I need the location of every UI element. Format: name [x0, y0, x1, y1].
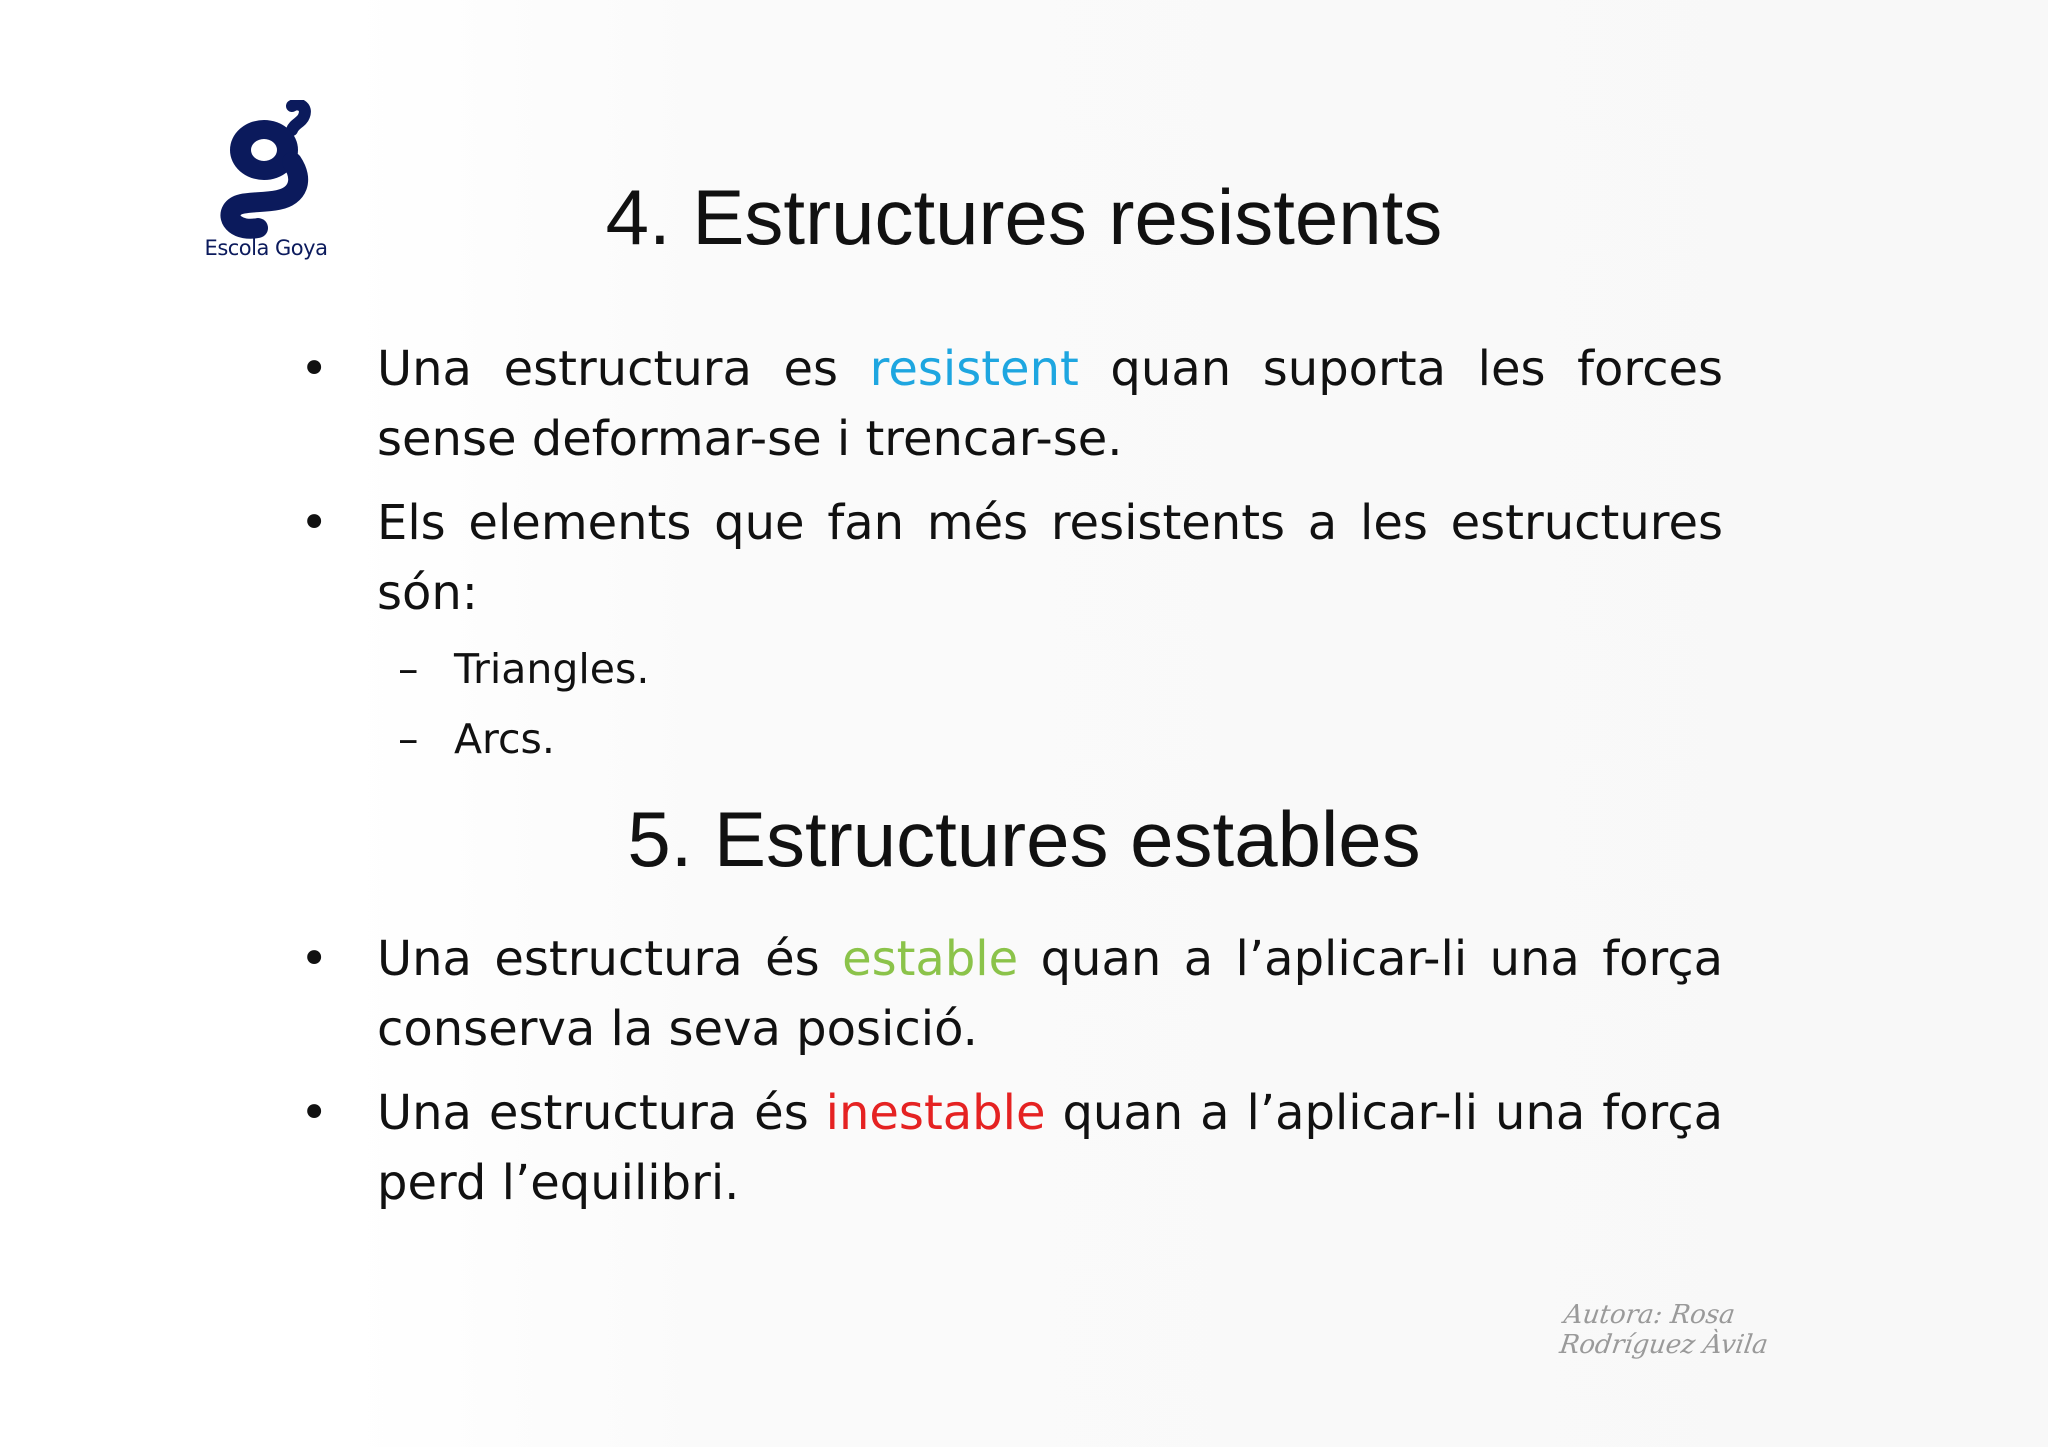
section-4-title: 4. Estructures resistents — [605, 173, 1443, 261]
author-signature: Autora: Rosa Rodríguez Àvila — [1557, 1300, 1770, 1360]
bullet-dot: • — [300, 495, 329, 551]
bullet-text — [377, 1078, 1723, 1218]
bullet-text — [377, 924, 1723, 1064]
bullet-text: Els elements que fan més resistents a les estructures són: — [377, 495, 1723, 621]
logo-label: Escola Goya — [204, 236, 328, 260]
dash-marker: – — [398, 715, 419, 763]
subitem-triangles — [398, 634, 649, 704]
bullet-text-end: quan a l’aplicar-li una força perd l’equilibri. — [377, 1085, 1723, 1211]
highlight-resistent: resistent — [869, 341, 1079, 397]
bullet-text-start: Una estructura és — [377, 1085, 826, 1141]
bullet-dot: • — [300, 1085, 329, 1141]
subitem-text: Arcs. — [454, 715, 555, 763]
subitem-text: Triangles. — [454, 645, 650, 693]
subitem-arcs — [398, 704, 555, 774]
bullet-text-start: Una estructura és — [377, 931, 843, 987]
bullet-text-end: quan a l’aplicar-li una força conserva la seva posició. — [377, 931, 1724, 1057]
highlight-estable: estable — [842, 931, 1019, 987]
dash-marker: – — [398, 645, 419, 693]
bullet-dot: • — [300, 341, 329, 397]
section-5-title: 5. Estructures estables — [627, 795, 1421, 883]
highlight-inestable: inestable — [825, 1085, 1046, 1141]
bullet-text-start: Una estructura es — [377, 341, 870, 397]
bullet-dot: • — [300, 931, 329, 987]
bullet-text-end: quan suporta les forces sense deformar-se i trencar-se. — [377, 341, 1723, 467]
bullet-text — [377, 334, 1723, 474]
